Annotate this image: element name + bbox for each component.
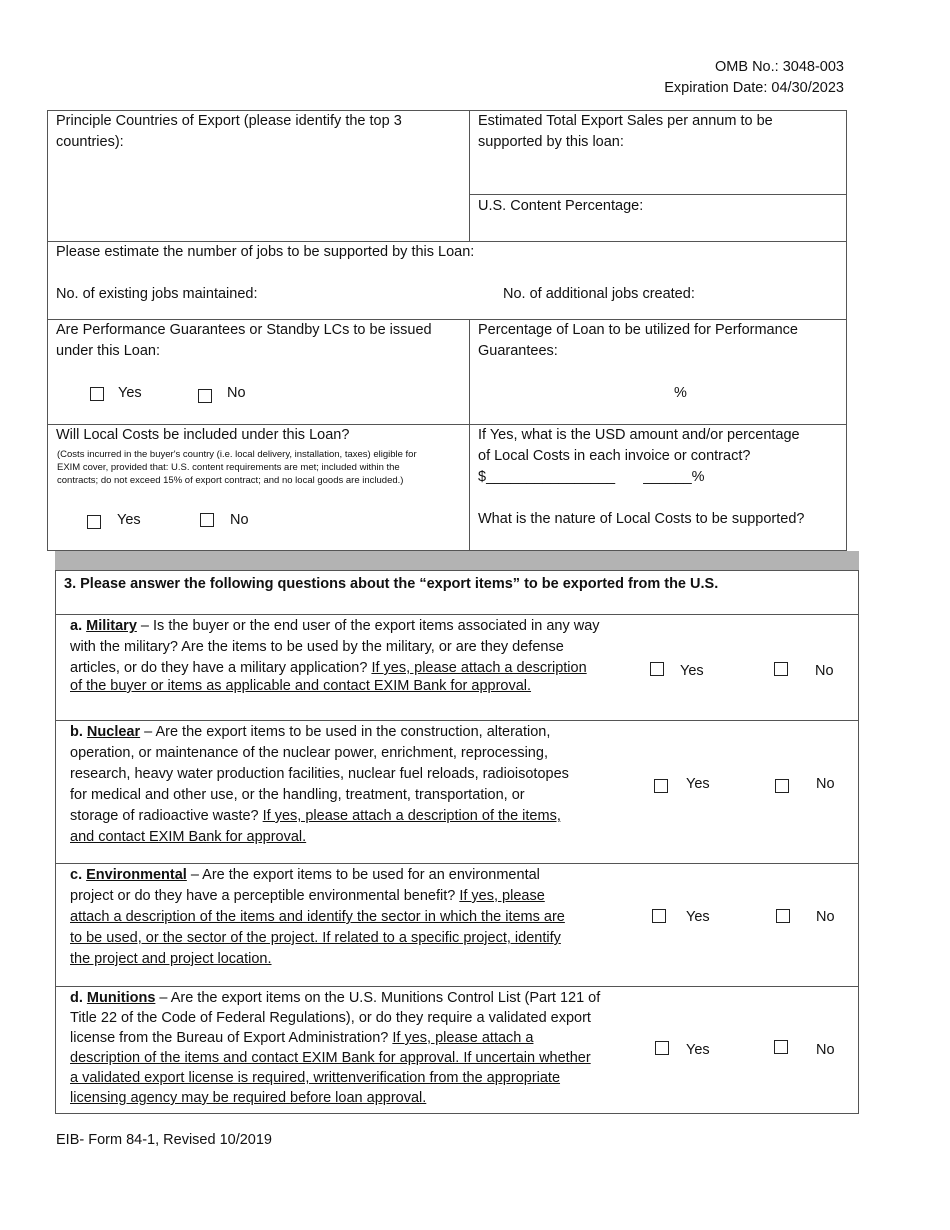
section-divider-bar [55,551,859,571]
nuclear-no-checkbox[interactable] [775,779,789,793]
existing-jobs-label: No. of existing jobs maintained: [56,286,258,302]
guarantees-yes-checkbox[interactable] [90,387,104,401]
environmental-line-1: c. Environmental – Are the export items to be used for an environmental [70,867,540,883]
usd-label: If Yes, what is the USD amount and/or percentage [478,427,800,443]
local-costs-note: (Costs incurred in the buyer's country (i.e. local delivery, installation, taxes) eligible for [57,449,417,460]
expiration-date: Expiration Date: 04/30/2023 [664,80,844,96]
military-line-1: a. Military – Is the buyer or the end user of the export items associated in any way [70,618,600,634]
environmental-line-4: to be used, or the sector of the project. If related to a specific project, identify [70,930,561,946]
military-no-label: No [815,663,834,679]
jobs-label: Please estimate the number of jobs to be supported by this Loan: [56,244,475,260]
percent-sign: % [674,385,687,401]
nuclear-line-3: research, heavy water production facilities, nuclear fuel reloads, radioisotopes [70,766,569,782]
military-line-2: with the military? Are the items to be used by the military, or are they defense [70,639,564,655]
nature-label: What is the nature of Local Costs to be supported? [478,511,805,527]
environmental-line-3: attach a description of the items and identify the sector in which the items are [70,909,565,925]
omb-number: OMB No.: 3048-003 [715,59,844,75]
nuclear-line-4: for medical and other use, or the handling, treatment, transportation, or [70,787,525,803]
environmental-no-label: No [816,909,835,925]
military-yes-checkbox[interactable] [650,662,664,676]
environmental-no-checkbox[interactable] [776,909,790,923]
munitions-yes-label: Yes [686,1042,710,1058]
percentage-label-2: Guarantees: [478,343,558,359]
us-content-label: U.S. Content Percentage: [478,198,644,214]
local-costs-note-2: EXIM cover, provided that: U.S. content requirements are met; included within the [57,462,400,473]
nuclear-line-6: and contact EXIM Bank for approval. [70,829,307,845]
munitions-line-3: license from the Bureau of Export Administration? If yes, please attach a [70,1030,534,1046]
guarantees-label: Are Performance Guarantees or Standby LCs to be issued [56,322,432,338]
guarantees-no-label: No [227,385,246,401]
military-line-3: articles, or do they have a military application? If yes, please attach a description [70,660,587,676]
guarantees-label-2: under this Loan: [56,343,160,359]
nuclear-no-label: No [816,776,835,792]
munitions-no-label: No [816,1042,835,1058]
local-costs-note-3: contracts; do not exceed 15% of export contract; and no local goods are included.) [57,475,404,486]
local-costs-label: Will Local Costs be included under this Loan? [56,427,350,443]
section3-heading: 3. Please answer the following questions about the “export items” to be exported from the U.S. [64,576,719,592]
additional-jobs-label: No. of additional jobs created: [503,286,695,302]
guarantees-no-checkbox[interactable] [198,389,212,403]
environmental-line-5: the project and project location. [70,951,272,967]
percentage-label: Percentage of Loan to be utilized for Performance [478,322,798,338]
environmental-line-2: project or do they have a perceptible environmental benefit? If yes, please [70,888,545,904]
munitions-line-1: d. Munitions – Are the export items on the U.S. Munitions Control List (Part 121 of [70,990,601,1006]
munitions-yes-checkbox[interactable] [655,1041,669,1055]
local-costs-no-checkbox[interactable] [200,513,214,527]
nuclear-yes-label: Yes [686,776,710,792]
munitions-line-5: a validated export license is required, writtenverification from the appropriate [70,1070,561,1086]
nuclear-line-1: b. Nuclear – Are the export items to be used in the construction, alteration, [70,724,551,740]
guarantees-yes-label: Yes [118,385,142,401]
munitions-line-2: Title 22 of the Code of Federal Regulations), or do they require a validated export [70,1010,591,1026]
munitions-line-4: description of the items and contact EXIM Bank for approval. If uncertain whether [70,1050,591,1066]
local-costs-yes-checkbox[interactable] [87,515,101,529]
local-costs-yes-label: Yes [117,512,141,528]
environmental-yes-checkbox[interactable] [652,909,666,923]
nuclear-line-5: storage of radioactive waste? If yes, please attach a description of the items, [70,808,561,824]
military-line-4: of the buyer or items as applicable and contact EXIM Bank for approval. [70,678,532,694]
countries-label: Principle Countries of Export (please identify the top 3 [56,113,402,129]
environmental-yes-label: Yes [686,909,710,925]
munitions-no-checkbox[interactable] [774,1040,788,1054]
usd-fill-line[interactable]: $________________ ______% [478,469,705,485]
usd-label-2: of Local Costs in each invoice or contract? [478,448,751,464]
form-id: EIB- Form 84-1, Revised 10/2019 [56,1132,272,1148]
sales-label-2: supported by this loan: [478,134,624,150]
sales-label: Estimated Total Export Sales per annum to be [478,113,773,129]
countries-label-2: countries): [56,134,124,150]
nuclear-line-2: operation, or maintenance of the nuclear power, enrichment, reprocessing, [70,745,548,761]
military-no-checkbox[interactable] [774,662,788,676]
munitions-line-6: licensing agency may be required before loan approval. [70,1090,427,1106]
military-yes-label: Yes [680,663,704,679]
local-costs-no-label: No [230,512,249,528]
nuclear-yes-checkbox[interactable] [654,779,668,793]
